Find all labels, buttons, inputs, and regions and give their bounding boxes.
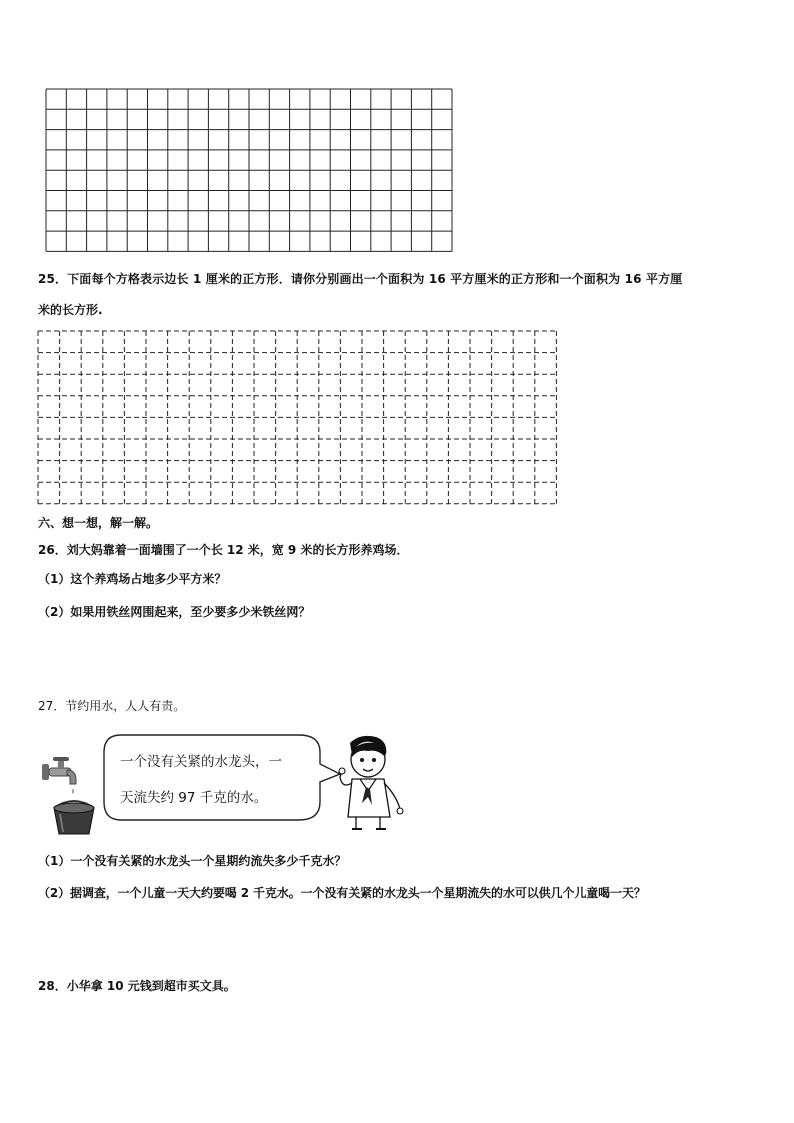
question-28-stem: 28．小华拿 10 元钱到超市买文具。 bbox=[38, 979, 236, 993]
faucet-icon bbox=[42, 757, 76, 794]
solid-square-grid bbox=[45, 88, 454, 253]
speech-bubble-text-line2: 天流失约 97 千克的水。 bbox=[120, 790, 268, 806]
bucket-icon bbox=[54, 801, 94, 834]
question-26-sub1: （1）这个养鸡场占地多少平方米？ bbox=[38, 572, 227, 586]
question-27-stem: 27．节约用水，人人有责。 bbox=[38, 699, 186, 713]
question-25-line1: 25．下面每个方格表示边长 1 厘米的正方形．请你分别画出一个面积为 16 平方厘米的正方形和一个面积为 16 平方厘 bbox=[38, 272, 683, 286]
faucet-bucket-illustration bbox=[40, 756, 102, 836]
section-6-heading: 六、想一想，解一解。 bbox=[38, 516, 159, 530]
boy-illustration bbox=[330, 733, 410, 831]
speech-bubble-text-line1: 一个没有关紧的水龙头，一 bbox=[120, 754, 282, 770]
dashed-square-grid bbox=[37, 330, 559, 506]
question-26-sub2: （2）如果用铁丝网围起来，至少要多少米铁丝网？ bbox=[38, 605, 311, 619]
question-26-stem: 26．刘大妈靠着一面墙围了一个长 12 米，宽 9 米的长方形养鸡场． bbox=[38, 543, 409, 557]
question-27-sub2: （2）据调查，一个儿童一天大约要喝 2 千克水。一个没有关紧的水龙头一个星期流失的水可以供几个儿童喝一天？ bbox=[38, 886, 646, 900]
speech-bubble bbox=[103, 734, 343, 822]
question-25-line2: 米的长方形. bbox=[38, 303, 103, 317]
question-27-sub1: （1）一个没有关紧的水龙头一个星期约流失多少千克水？ bbox=[38, 854, 347, 868]
